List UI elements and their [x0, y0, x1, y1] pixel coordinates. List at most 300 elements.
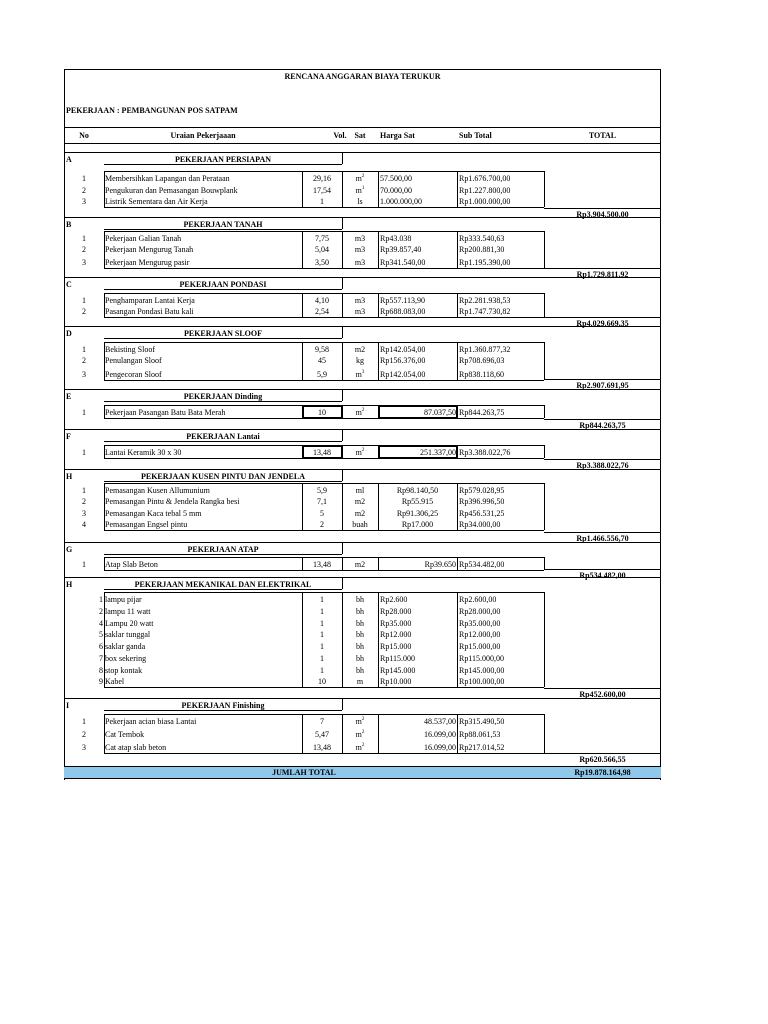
row-harga-sat: 1.000.000,00: [380, 197, 422, 206]
row-sub-total: Rp1.000.000,00: [459, 197, 511, 206]
row-vol: 7,1: [317, 497, 327, 506]
section-title-edge: [342, 152, 343, 164]
row-vol: 3,50: [315, 258, 329, 267]
section-separator: [64, 698, 661, 699]
column-divider: [544, 171, 545, 207]
section-separator: [64, 217, 661, 218]
row-vol: 29,16: [313, 174, 331, 183]
row-sub-total: Rp35.000,00: [459, 619, 501, 628]
harga-highlight-box: [378, 405, 458, 419]
section-total-line: [544, 569, 661, 570]
row-sat: [342, 448, 378, 457]
section-total: Rp452.600,00: [579, 690, 626, 699]
row-sat: [342, 607, 378, 616]
row-sat-exponent: 1: [361, 186, 365, 191]
row-sat-unit: ls: [357, 197, 363, 206]
grand-total-label: JUMLAH TOTAL: [272, 768, 336, 777]
row-sat: [342, 356, 378, 365]
row-uraian: Pemasangan Kaca tebal 5 mm: [105, 509, 202, 518]
row-sat: [342, 296, 378, 305]
section-code: F: [66, 432, 71, 441]
rows-bottom-line: [104, 570, 544, 571]
row-vol: 1: [320, 595, 324, 604]
row-sat-unit: bh: [356, 642, 364, 651]
row-vol: 2,54: [315, 307, 329, 316]
row-harga-sat: Rp2.600: [380, 595, 408, 604]
col-header-total: TOTAL: [588, 131, 617, 140]
col-header-sat: Sat: [354, 131, 366, 140]
section-separator: [64, 577, 661, 578]
row-vol: 5,47: [315, 730, 329, 739]
row-harga-sat: Rp142.054,00: [380, 370, 426, 379]
column-divider: [544, 342, 545, 380]
row-no: 2: [99, 607, 103, 616]
rows-bottom-line: [104, 530, 544, 531]
row-no: 1: [82, 345, 86, 354]
column-divider: [544, 293, 545, 317]
row-sat-unit: buah: [352, 520, 368, 529]
section-separator: [64, 469, 661, 470]
col-header-vol: Vol.: [333, 131, 347, 140]
row-sat: [342, 619, 378, 628]
rows-bottom-line: [104, 380, 544, 381]
column-divider: [378, 171, 379, 207]
row-no: 1: [82, 448, 86, 457]
row-no: 7: [99, 654, 103, 663]
row-vol: 7: [320, 717, 324, 726]
section-title-edge: [342, 469, 343, 481]
row-harga-sat: 87.037,50: [424, 408, 456, 417]
row-sub-total: Rp34.000,00: [459, 520, 501, 529]
row-sat: [342, 307, 378, 316]
row-vol: 4,10: [315, 296, 329, 305]
row-sat-unit: bh: [356, 666, 364, 675]
row-sub-total: Rp333.540,63: [459, 234, 505, 243]
row-no: 1: [82, 717, 86, 726]
row-sat: [342, 717, 378, 726]
section-code: C: [66, 280, 72, 289]
section-total: Rp4.029.669,35: [576, 319, 629, 328]
row-uraian: Pemasangan Engsel pintu: [105, 520, 188, 529]
row-sat: [342, 743, 378, 752]
section-total-line: [544, 753, 661, 754]
section-title: PEKERJAAN MEKANIKAL DAN ELEKTRIKAL: [134, 580, 312, 589]
row-sat-unit: bh: [356, 630, 364, 639]
row-sat: [342, 186, 378, 195]
section-code: D: [66, 329, 72, 338]
row-sub-total: Rp145.000,00: [459, 666, 505, 675]
row-vol: 17,54: [313, 186, 331, 195]
rows-top-line: [104, 557, 544, 558]
row-harga-sat: Rp10.000: [380, 677, 412, 686]
row-sat-unit: m2: [354, 345, 366, 354]
row-no: 3: [82, 509, 86, 518]
section-total-line: [544, 317, 661, 318]
rows-top-line: [104, 231, 544, 232]
row-no: 4: [99, 619, 103, 628]
row-harga-sat: Rp91.306,25: [396, 509, 439, 518]
row-uraian: Pengecoran Sloof: [105, 370, 162, 379]
row-uraian: lampu pijar: [105, 595, 142, 604]
row-uraian: Bekisting Sloof: [105, 345, 156, 354]
row-harga-sat: Rp55.915: [401, 497, 434, 506]
section-title: PEKERJAAN KUSEN PINTU DAN JENDELA: [140, 472, 305, 481]
vol-highlight-box: [302, 445, 343, 459]
section-total-line: [544, 532, 661, 533]
section-total-line: [544, 459, 661, 460]
row-uraian: lampu 11 watt: [105, 607, 151, 616]
row-uraian: Cat atap slab beton: [105, 743, 167, 752]
document-title: RENCANA ANGGARAN BIAYA TERUKUR: [284, 72, 441, 81]
rows-bottom-line: [104, 687, 544, 688]
row-harga-sat: Rp341.540,00: [380, 258, 426, 267]
section-total: Rp620.566,55: [579, 755, 626, 764]
section-title-edge: [342, 542, 343, 554]
row-sat-exponent: 2: [361, 448, 365, 453]
section-total: Rp1.729.811,92: [576, 270, 629, 279]
row-uraian: Pekerjaan Mengurug pasir: [105, 258, 190, 267]
row-no: 1: [82, 296, 86, 305]
row-no: 2: [82, 356, 86, 365]
row-sub-total: Rp1.227.800,00: [459, 186, 511, 195]
rows-top-line: [104, 592, 544, 593]
row-harga-sat: Rp15.000: [380, 642, 412, 651]
budget-sheet: [64, 69, 661, 780]
row-sat-unit: m3: [354, 234, 366, 243]
row-no: 3: [82, 197, 86, 206]
row-harga-sat: 251.337,00: [420, 448, 456, 457]
column-divider: [457, 231, 458, 268]
row-sub-total: Rp200.881,30: [459, 245, 505, 254]
section-title-underline: [104, 710, 342, 711]
row-harga-sat: 16.099,00: [424, 730, 456, 739]
section-code: I: [66, 701, 70, 710]
row-sat: [342, 677, 378, 686]
row-sat: [342, 560, 378, 569]
row-sat-exponent: 2: [361, 408, 365, 413]
section-title-underline: [104, 229, 342, 230]
row-sub-total: Rp2.600,00: [459, 595, 497, 604]
row-sub-total: Rp28.000,00: [459, 607, 501, 616]
row-uraian: Pekerjaan Mengurug Tanah: [105, 245, 194, 254]
row-vol: 5,9: [317, 486, 327, 495]
row-vol: 1: [320, 630, 324, 639]
row-sub-total: Rp838.118,60: [459, 370, 505, 379]
section-title-edge: [342, 277, 343, 289]
row-uraian: Listrik Sementara dan Air Kerja: [105, 197, 208, 206]
row-sat: [342, 642, 378, 651]
row-sub-total: Rp315.490,50: [459, 717, 505, 726]
row-uraian: Penulangan Sloof: [105, 356, 162, 365]
section-separator: [64, 429, 661, 430]
row-vol: 1: [320, 197, 324, 206]
row-sub-total: Rp844.263,75: [459, 408, 505, 417]
row-sub-total: Rp708.696,03: [459, 356, 505, 365]
section-title: PEKERJAAN Lantai: [186, 432, 260, 441]
row-harga-sat: Rp142.054,00: [380, 345, 426, 354]
row-uraian: Membersihkan Lapangan dan Perataan: [105, 174, 230, 183]
row-sat-unit: ml: [355, 486, 365, 495]
section-title-underline: [104, 164, 342, 165]
section-title: PEKERJAAN PERSIAPAN: [174, 155, 272, 164]
row-sub-total: Rp115.000,00: [459, 654, 505, 663]
row-sat-unit: bh: [356, 619, 364, 628]
section-separator: [64, 326, 661, 327]
row-sat-unit: m: [355, 448, 362, 457]
row-vol: 1: [320, 607, 324, 616]
column-divider: [378, 293, 379, 317]
col-header-no: No: [79, 131, 89, 140]
row-sat-unit: m2: [354, 509, 366, 518]
row-sat: [342, 654, 378, 663]
row-sat: [342, 730, 378, 739]
row-uraian: Pekerjaan acian biasa Lantai: [105, 717, 197, 726]
section-title-underline: [104, 401, 342, 402]
section-total-line: [544, 268, 661, 269]
row-uraian: saklar ganda: [105, 642, 146, 651]
column-divider: [544, 483, 545, 530]
rows-bottom-line: [104, 753, 544, 754]
row-sat-unit: m2: [354, 560, 366, 569]
section-separator: [64, 152, 661, 153]
row-sat-unit: m: [355, 174, 362, 183]
row-uraian: Pekerjaan Pasangan Batu Bata Merah: [105, 408, 226, 417]
row-sat-unit: m: [355, 370, 362, 379]
column-divider: [457, 592, 458, 687]
rows-top-line: [104, 714, 544, 715]
row-sat-exponent: 2: [361, 730, 365, 735]
grand-total-value: Rp19.878.164,98: [574, 768, 631, 777]
row-vol: 5,9: [317, 370, 327, 379]
row-no: 3: [82, 370, 86, 379]
row-sat: [342, 174, 378, 183]
row-sub-total: Rp217.014,52: [459, 743, 505, 752]
section-title: PEKERJAAN Finishing: [181, 701, 265, 710]
section-title-edge: [342, 389, 343, 401]
section-separator: [64, 389, 661, 390]
row-no: 4: [82, 520, 86, 529]
row-sat: [342, 370, 378, 379]
section-title: PEKERJAAN SLOOF: [183, 329, 262, 338]
row-sat-exponent: 2: [361, 743, 365, 748]
row-harga-sat: 70.000,00: [380, 186, 412, 195]
row-sat-unit: m3: [354, 296, 366, 305]
row-harga-sat: Rp39.857,40: [380, 245, 422, 254]
row-vol: 5: [320, 509, 324, 518]
section-title-underline: [104, 589, 342, 590]
row-no: 6: [99, 642, 103, 651]
column-divider: [544, 405, 545, 418]
row-vol: 1: [320, 619, 324, 628]
row-uraian: Penghamparan Lantai Kerja: [105, 296, 195, 305]
row-sat-unit: m3: [354, 245, 366, 254]
vol-highlight-box: [302, 405, 343, 419]
rows-bottom-line: [104, 207, 544, 208]
row-uraian: box sekering: [105, 654, 147, 663]
row-sat: [342, 666, 378, 675]
row-sub-total: Rp1.747.730,82: [459, 307, 511, 316]
harga-highlight-box: [378, 445, 458, 459]
row-uraian: Pemasangan Pintu & Jendela Rangka besi: [105, 497, 240, 506]
column-divider: [378, 231, 379, 268]
section-title-underline: [104, 441, 342, 442]
section-code: A: [66, 155, 72, 164]
row-uraian: Lampu 20 watt: [105, 619, 154, 628]
row-vol: 10: [318, 677, 326, 686]
col-header-uraian: Uraian Pekerjaaan: [170, 131, 236, 140]
row-harga-sat: Rp43.038: [380, 234, 412, 243]
section-total-line: [544, 688, 661, 689]
project-line: PEKERJAAN : PEMBANGUNAN POS SATPAM: [66, 106, 238, 115]
section-total-line: [544, 419, 661, 420]
row-uraian: Lantai Keramik 30 x 30: [105, 448, 182, 457]
row-sat: [342, 520, 378, 529]
section-total: Rp1.466.556,70: [576, 534, 629, 543]
row-harga-sat: Rp17.000: [401, 520, 434, 529]
row-sat-unit: m: [355, 717, 362, 726]
row-sat: [342, 245, 378, 254]
rows-bottom-line: [104, 317, 544, 318]
row-harga-sat: Rp12.000: [380, 630, 412, 639]
row-vol: 1: [320, 642, 324, 651]
rows-top-line: [104, 293, 544, 294]
section-code: E: [66, 392, 72, 401]
row-sat: [342, 630, 378, 639]
section-title-underline: [104, 289, 342, 290]
row-vol: 45: [318, 356, 326, 365]
row-sat: [342, 595, 378, 604]
row-sat-unit: m: [355, 730, 362, 739]
section-code: H: [66, 472, 73, 481]
row-sat-unit: m3: [354, 307, 366, 316]
section-title-edge: [342, 217, 343, 229]
row-no: 9: [99, 677, 103, 686]
row-sub-total: Rp534.482,00: [459, 560, 505, 569]
row-sat-exponent: 2: [361, 717, 365, 722]
row-harga-sat: 57.500,00: [380, 174, 412, 183]
section-total: Rp534.482,00: [579, 571, 626, 580]
row-sub-total: Rp579.028,95: [459, 486, 505, 495]
header-top-line: [64, 127, 661, 128]
row-vol: 13,48: [313, 448, 331, 457]
row-vol: 13,48: [313, 560, 331, 569]
row-no: 2: [82, 245, 86, 254]
row-harga-sat: Rp98.140,50: [396, 486, 439, 495]
row-no: 1: [99, 595, 103, 604]
row-uraian: Atap Slab Beton: [105, 560, 158, 569]
column-divider: [457, 714, 458, 753]
row-harga-sat: Rp156.376,00: [380, 356, 426, 365]
row-uraian: Pengukuran dan Pemasangan Bouwplank: [105, 186, 238, 195]
row-vol: 1: [320, 654, 324, 663]
row-sat-unit: kg: [356, 356, 364, 365]
grand-total-row: [64, 766, 661, 779]
row-harga-sat: 48.537,00: [424, 717, 456, 726]
row-sat: [342, 408, 378, 417]
rows-bottom-line: [104, 268, 544, 269]
row-sub-total: Rp100.000,00: [459, 677, 505, 686]
row-uraian: Pekerjaan Galian Tanah: [105, 234, 182, 243]
row-no: 1: [82, 486, 86, 495]
row-sat: [342, 497, 378, 506]
column-divider: [378, 342, 379, 380]
row-uraian: Kabel: [105, 677, 125, 686]
row-sat-unit: m: [355, 408, 362, 417]
section-title: PEKERJAAN Dinding: [183, 392, 263, 401]
row-vol: 7,75: [315, 234, 329, 243]
section-title-underline: [104, 481, 342, 482]
row-no: 1: [82, 234, 86, 243]
row-harga-sat: Rp28.000: [380, 607, 412, 616]
column-divider: [457, 342, 458, 380]
section-separator: [64, 542, 661, 543]
section-total: Rp3.904.500,00: [576, 210, 629, 219]
row-no: 1: [82, 174, 86, 183]
row-sub-total: Rp1.195.390,00: [459, 258, 511, 267]
sheet-top-border: [64, 69, 661, 70]
col-header-harga-sat: Harga Sat: [380, 131, 415, 140]
header-bottom-line: [64, 143, 661, 144]
row-uraian: Cat Tembok: [105, 730, 145, 739]
row-harga-sat: Rp115.000: [380, 654, 416, 663]
row-harga-sat: Rp35.000: [380, 619, 412, 628]
section-total-line: [544, 379, 661, 380]
row-sub-total: Rp1.676.700,00: [459, 174, 511, 183]
rows-top-line: [104, 171, 544, 172]
row-vol: 9,58: [315, 345, 329, 354]
row-sat: [342, 509, 378, 518]
section-separator: [64, 277, 661, 278]
row-harga-sat: Rp557.113,90: [380, 296, 426, 305]
rows-top-line: [104, 483, 544, 484]
section-total: Rp2.907.691,95: [576, 381, 629, 390]
row-no: 3: [82, 743, 86, 752]
section-title: PEKERJAAN ATAP: [187, 545, 259, 554]
row-sub-total: Rp396.996,50: [459, 497, 505, 506]
column-divider: [457, 483, 458, 530]
row-uraian: stop kontak: [105, 666, 143, 675]
column-divider: [544, 445, 545, 458]
row-sub-total: Rp88.061,53: [459, 730, 501, 739]
column-divider: [544, 592, 545, 687]
row-sat: [342, 197, 378, 206]
row-harga-sat: Rp688.083,00: [380, 307, 426, 316]
row-sat: [342, 486, 378, 495]
row-no: 1: [82, 560, 86, 569]
column-divider: [544, 231, 545, 268]
row-no: 5: [99, 630, 103, 639]
row-sat-exponent: 3: [361, 370, 365, 375]
row-sat-unit: bh: [356, 654, 364, 663]
section-title: PEKERJAAN PONDASI: [179, 280, 267, 289]
row-harga-sat: Rp39.650: [424, 560, 456, 569]
row-no: 2: [82, 730, 86, 739]
row-no: 2: [82, 186, 86, 195]
row-sub-total: Rp3.388.022,76: [459, 448, 511, 457]
section-code: G: [66, 545, 73, 554]
row-uraian: Pasangan Pondasi Batu kali: [105, 307, 194, 316]
row-sat-unit: bh: [356, 595, 364, 604]
row-sub-total: Rp456.531,25: [459, 509, 505, 518]
row-sat: [342, 345, 378, 354]
row-no: 8: [99, 666, 103, 675]
row-sat-unit: m: [356, 677, 364, 686]
section-title-edge: [342, 577, 343, 589]
row-no: 1: [82, 408, 86, 417]
row-vol: 5,04: [315, 245, 329, 254]
column-divider: [378, 592, 379, 687]
row-sub-total: Rp15.000,00: [459, 642, 501, 651]
